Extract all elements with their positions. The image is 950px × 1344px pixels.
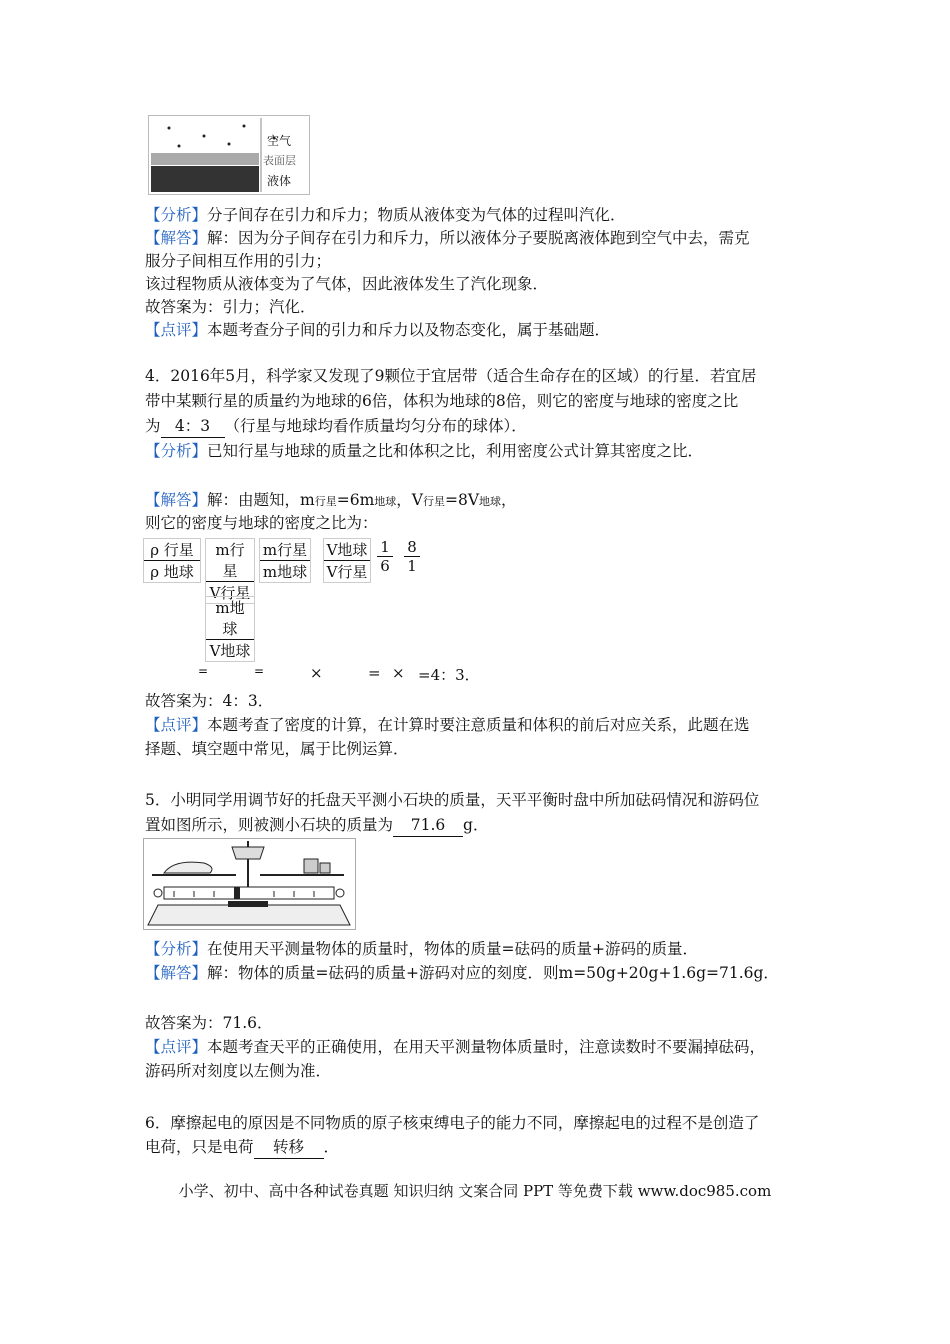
page-footer: 小学、初中、高中各种试卷真题 知识归纳 文案合同 PPT 等免费下载 www.doc985.com — [178, 1182, 772, 1200]
times-sign-1: × — [310, 664, 323, 682]
eq-sign-3: = — [368, 664, 381, 682]
times-sign-2: × — [392, 664, 405, 682]
q4-comment-1: 【点评】本题考查了密度的计算，在计算时要注意质量和体积的前后对应关系，此题在选 — [145, 716, 750, 734]
q3-answer-2: 服分子间相互作用的引力； — [145, 252, 332, 270]
q4-stem-2: 带中某颗行星的质量约为地球的6倍，体积为地球的8倍，则它的密度与地球的密度之比 — [145, 392, 739, 410]
fraction-planet-density: m行星 V行星 — [205, 538, 255, 604]
q4-stem-3: 为 4：3 （行星与地球均看作质量均匀分布的球体）． — [145, 415, 527, 438]
q3-analysis: 【分析】分子间存在引力和斥力；物质从液体变为气体的过程叫汽化． — [145, 206, 626, 224]
q5-analysis: 【分析】在使用天平测量物体的质量时，物体的质量=砝码的质量+游码的质量． — [145, 940, 698, 958]
fraction-eight: $\frac{8}{1}$ — [404, 538, 420, 575]
q6-answer-blank: 转移 — [254, 1136, 324, 1159]
q5-stem-2: 置如图所示，则被测小石块的质量为 71.6 g． — [145, 814, 488, 837]
q3-comment: 【点评】本题考查分子间的引力和斥力以及物态变化，属于基础题． — [145, 321, 611, 339]
fig-label-air: 空气 — [267, 134, 292, 148]
fig-label-surface: 表面层 — [263, 154, 296, 167]
q4-answer-blank: 4：3 — [161, 415, 225, 438]
eq-sign-2: = — [254, 664, 265, 678]
q5-stem-1: 5．小明同学用调节好的托盘天平测小石块的质量，天平平衡时盘中所加砝码情况和游码位 — [145, 791, 760, 809]
balance-figure — [143, 838, 356, 930]
fig-label-liquid: 液体 — [267, 174, 292, 188]
q6-stem-1: 6．摩擦起电的原因是不同物质的原子核束缚电子的能力不同，摩擦起电的过程不是创造了 — [145, 1114, 760, 1132]
molecule-figure — [148, 115, 310, 195]
q5-comment-2: 游码所对刻度以左侧为准． — [145, 1062, 332, 1080]
q4-stem-1: 4．2016年5月，科学家又发现了9颗位于宜居带（适合生命存在的区域）的行星．若宜居 — [145, 367, 757, 385]
eq-sign-1: = — [198, 664, 209, 678]
q4-comment-2: 择题、填空题中常见，属于比例运算． — [145, 740, 409, 758]
q4-answer-2: 则它的密度与地球的密度之比为： — [145, 514, 378, 532]
q3-answer-4: 故答案为：引力；汽化． — [145, 298, 316, 316]
fraction-one-sixth: $\frac{1}{6}$ — [377, 538, 393, 575]
q6-stem-2: 电荷，只是电荷 转移 ． — [145, 1136, 339, 1159]
fraction-rho: ρ 行星 ρ 地球 — [143, 538, 201, 583]
fraction-mass-ratio: m行星 m地球 — [259, 538, 311, 583]
q5-answer-blank: 71.6 — [393, 814, 463, 837]
q5-comment-1: 【点评】本题考查天平的正确使用，在用天平测量物体质量时，注意读数时不要漏掉砝码， — [145, 1038, 766, 1056]
balance-diagram — [144, 839, 355, 929]
q4-final: 故答案为：4：3． — [145, 692, 274, 710]
q3-answer-1: 【解答】解：因为分子间存在引力和斥力，所以液体分子要脱离液体跑到空气中去，需克 — [145, 229, 750, 247]
fraction-earth-density: m地球 V地球 — [205, 596, 255, 662]
q5-answer: 【解答】解：物体的质量=砝码的质量+游码对应的刻度．则m=50g+20g+1.6g=71.6g． — [145, 964, 779, 982]
q4-analysis: 【分析】已知行星与地球的质量之比和体积之比，利用密度公式计算其密度之比． — [145, 442, 704, 460]
fraction-volume-ratio: V地球 V行星 — [323, 538, 371, 583]
q3-answer-3: 该过程物质从液体变为了气体，因此液体发生了汽化现象． — [145, 275, 549, 293]
q4-result: =4：3． — [418, 666, 480, 684]
q4-answer-1: 【解答】解：由题知，m行星=6m地球，V行星=8V地球， — [145, 491, 517, 509]
q5-final: 故答案为：71.6． — [145, 1014, 273, 1032]
